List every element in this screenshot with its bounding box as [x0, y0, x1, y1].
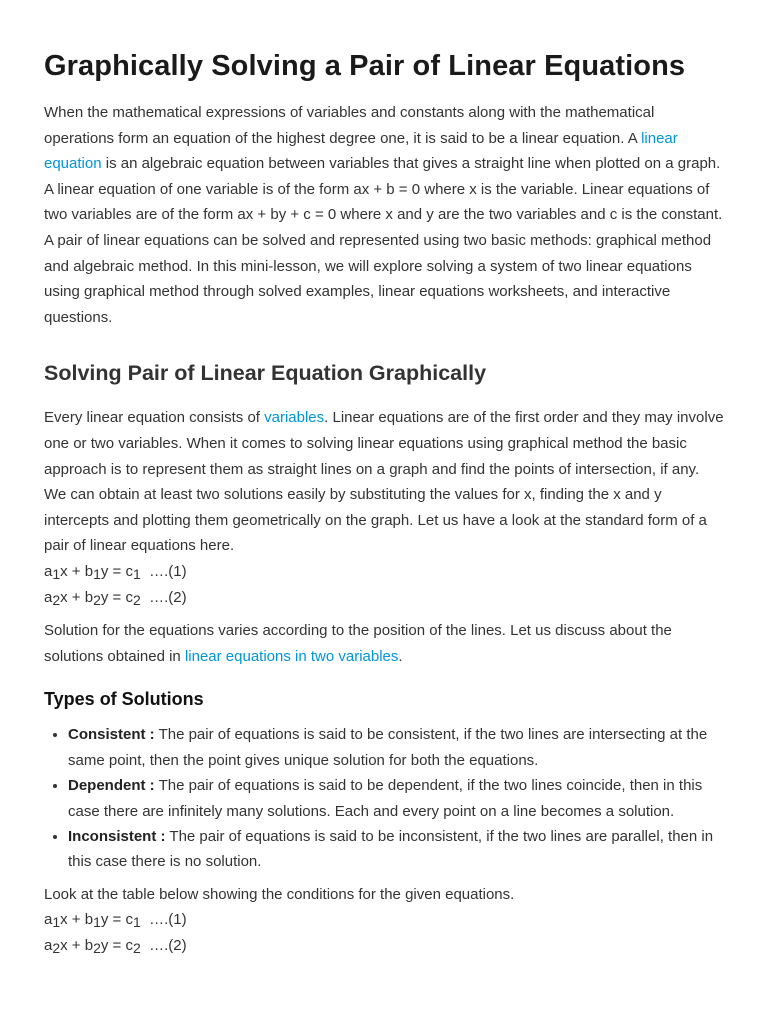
eq4-b-sub: 2 — [93, 939, 101, 956]
desc-dependent: The pair of equations is said to be dependent, if the two lines coincide, then in this case there are infinitely many solutions. Each and every point on a line becomes a solution. — [68, 777, 703, 820]
equation-2 — [44, 585, 724, 611]
eq1-b-sub: 1 — [93, 565, 101, 582]
eq2-a-sub: 2 — [52, 591, 61, 608]
eq3-mid2: y = c — [100, 911, 133, 929]
eq1-c-sub: 1 — [132, 565, 141, 582]
intro-text-2: is an algebraic equation between variables that gives a straight line when plotted on a graph. A linear equation of one variable is of the form ax + b = 0 where x is the variable. Linear equations of two variables are of the form ax + by + c = 0 where x and y are the two variables and c is the constant. A pair of linear equations can be solved and represented using two basic methods: graphical method and algebraic method. In this mini-lesson, we will explore solving a system of two linear equations using graphical method through solved examples, linear equations worksheets, and interactive questions. — [44, 155, 723, 326]
desc-inconsistent: The pair of equations is said to be inconsistent, if the two lines are parallel, then in this case there is no solution. — [68, 827, 714, 871]
eq3-a: a — [44, 911, 53, 929]
solution-paragraph — [44, 618, 724, 669]
eq2-mid2: y = c — [100, 588, 133, 606]
eq1-label: ….(1) — [140, 562, 187, 580]
eq3-mid: x + b — [60, 911, 94, 929]
eq3-c-sub: 1 — [132, 914, 141, 931]
section-heading-graphical: Solving Pair of Linear Equation Graphically — [44, 361, 487, 386]
eq2-mid: x + b — [60, 588, 94, 606]
eq1-a-sub: 1 — [52, 565, 61, 582]
eq4-mid: x + b — [60, 936, 94, 954]
eq1-mid2: y = c — [100, 562, 133, 580]
variables-paragraph — [44, 405, 724, 559]
intro-paragraph — [44, 100, 724, 330]
solution-text-1: Solution for the equations varies according to the position of the lines. Let us discuss about the solutions obtained in — [44, 622, 672, 665]
list-item-inconsistent — [68, 824, 724, 875]
eq2-c-sub: 2 — [132, 591, 141, 608]
eq4-a: a — [44, 936, 53, 954]
term-consistent: Consistent : — [68, 726, 155, 744]
variables-link[interactable]: variables — [264, 409, 325, 427]
term-inconsistent: Inconsistent : — [68, 827, 166, 845]
types-of-solutions-heading: Types of Solutions — [44, 689, 204, 710]
equation-1 — [44, 559, 724, 585]
equation-4 — [44, 933, 724, 959]
eq2-a: a — [44, 588, 53, 606]
page-title: Graphically Solving a Pair of Linear Equations — [44, 50, 686, 82]
list-item-consistent — [68, 722, 724, 773]
eq3-label: ….(1) — [140, 911, 187, 929]
eq2-b-sub: 2 — [93, 591, 101, 608]
variables-text-1: Every linear equation consists of — [44, 409, 265, 427]
linear-equations-two-variables-link[interactable]: linear equations in two variables — [184, 647, 399, 665]
eq4-a-sub: 2 — [52, 939, 61, 956]
eq1-a: a — [44, 562, 53, 580]
equation-3 — [44, 907, 724, 933]
linear-equation-link[interactable]: linear equation — [44, 129, 678, 173]
solution-types-list — [44, 722, 724, 874]
solution-text-2: . — [398, 647, 403, 665]
table-intro-paragraph: Look at the table below showing the conditions for the given equations. — [44, 885, 515, 903]
eq4-mid2: y = c — [100, 936, 133, 954]
variables-text-2: . Linear equations are of the first order and they may involve one or two variables. When it comes to solving linear equations using graphical method the basic approach is to represent them as straight lines on a graph and find the points of intersection, if any. We can obtain at least two solutions easily by substituting the values for x, finding the x and y intercepts and plotting them geometrically on the graph. Let us have a look at the standard form of a pair of linear equations here. — [44, 409, 724, 555]
intro-text-1: When the mathematical expressions of variables and constants along with the mathematical operations form an equation of the highest degree one, it is said to be a linear equation. A — [44, 104, 655, 147]
eq2-label: ….(2) — [140, 588, 187, 606]
eq3-b-sub: 1 — [93, 914, 101, 931]
list-item-dependent — [68, 773, 724, 824]
eq3-a-sub: 1 — [52, 914, 61, 931]
eq1-mid: x + b — [60, 562, 94, 580]
eq4-label: ….(2) — [140, 936, 187, 954]
desc-consistent: The pair of equations is said to be consistent, if the two lines are intersecting at the same point, then the point gives unique solution for both the equations. — [68, 726, 708, 769]
term-dependent: Dependent : — [68, 777, 155, 795]
eq4-c-sub: 2 — [132, 939, 141, 956]
